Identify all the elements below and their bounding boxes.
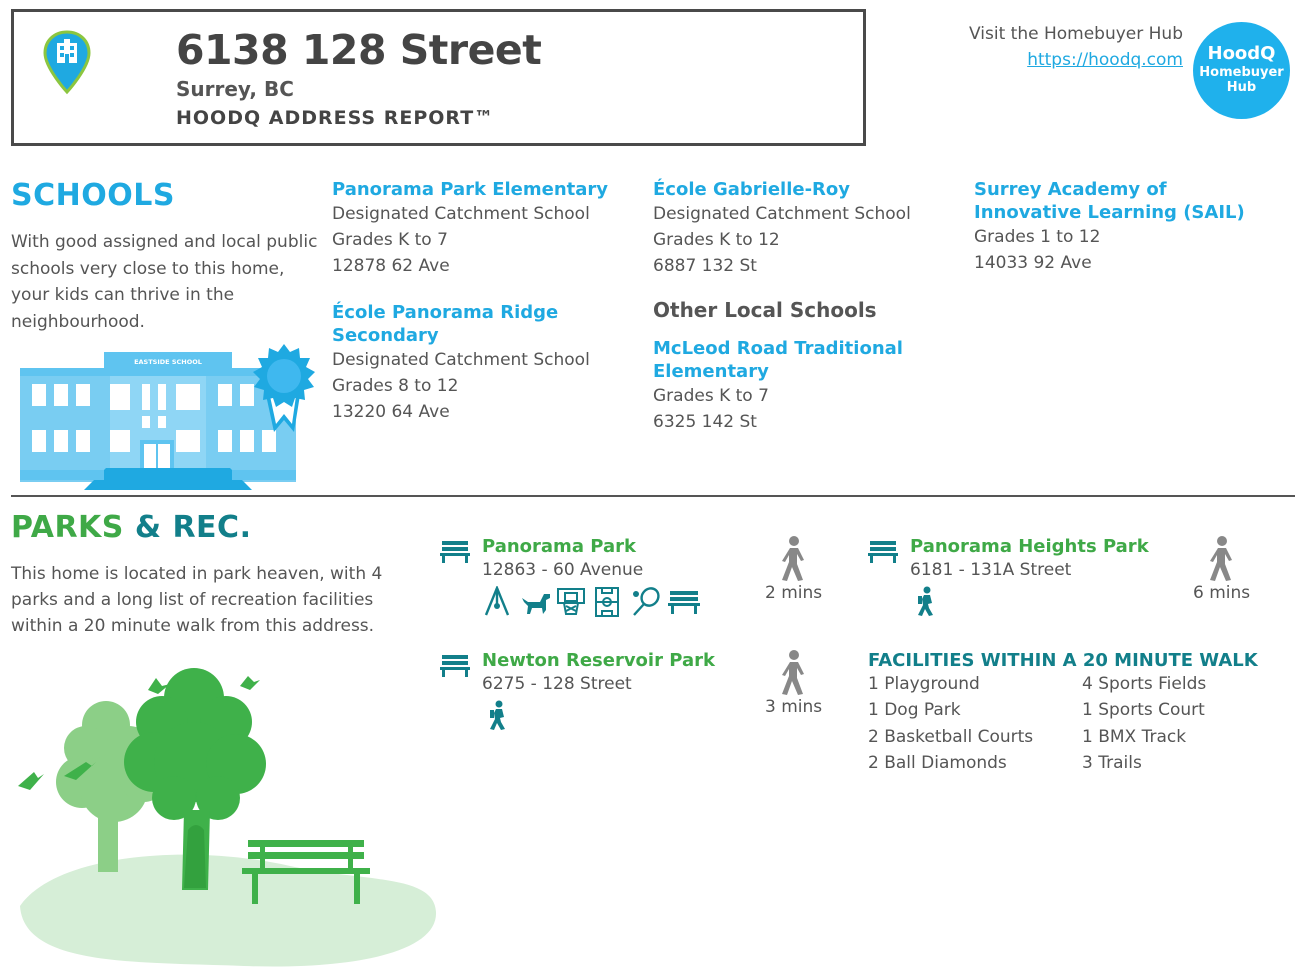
school-address: 6325 142 St	[653, 412, 757, 432]
other-schools-title: Other Local Schools	[653, 298, 877, 322]
parks-title-amp: & REC.	[123, 510, 252, 545]
hub-badge-line2: Homebuyer	[1199, 65, 1284, 80]
park-address: 12863 - 60 Avenue	[482, 560, 644, 580]
school-address: 14033 92 Ave	[974, 253, 1092, 273]
hub-visit-text: Visit the Homebuyer Hub	[969, 24, 1183, 44]
school-name[interactable]: École Gabrielle-Roy	[653, 179, 851, 200]
hub-badge-line3: Hub	[1226, 80, 1257, 95]
walking-icon	[1204, 536, 1238, 582]
school-name[interactable]: McLeod Road Traditional Elementary	[653, 338, 903, 382]
facility-item: 1 BMX Track	[1082, 726, 1187, 747]
school-address: 6887 132 St	[653, 256, 757, 276]
report-label: HOODQ ADDRESS REPORT™	[176, 107, 495, 129]
bench-icon	[668, 589, 700, 615]
bench-icon	[440, 539, 470, 563]
school-type: Designated Catchment School	[332, 350, 590, 370]
walking-icon	[776, 536, 810, 582]
basketball-icon	[556, 587, 586, 617]
facility-item: 2 Basketball Courts	[868, 726, 1034, 747]
facility-item: 1 Playground	[868, 674, 980, 694]
schools-title: SCHOOLS	[11, 178, 175, 213]
parks-title	[11, 510, 251, 545]
bird-icon	[240, 676, 260, 690]
address-title: 6138 128 Street	[176, 26, 542, 74]
facility-item: 1 Sports Court	[1082, 700, 1205, 721]
parks-blurb: This home is located in park heaven, with 4 parks and a long list of recreation facilities within a 20 minute walk from this address.	[11, 564, 383, 636]
school-grades: Grades 1 to 12	[974, 227, 1101, 247]
walk-time: 6 mins	[1193, 583, 1251, 603]
school-grades: Grades 8 to 12	[332, 376, 459, 396]
school-card-4	[332, 301, 612, 425]
walk-time: 3 mins	[765, 697, 823, 717]
park-illustration	[14, 660, 439, 972]
hiking-trail-icon	[916, 586, 936, 616]
walk-time: 2 mins	[765, 583, 823, 603]
park-name[interactable]: Panorama Heights Park	[910, 536, 1149, 557]
bird-icon	[18, 772, 44, 790]
school-address: 12878 62 Ave	[332, 256, 450, 276]
school-grades: Grades K to 7	[332, 230, 448, 250]
facilities-right-list	[1082, 671, 1206, 776]
facility-item: 2 Ball Diamonds	[868, 752, 1007, 773]
walking-icon	[776, 650, 810, 696]
school-card-2	[653, 178, 953, 279]
address-city: Surrey, BC	[176, 77, 294, 101]
school-name[interactable]: Surrey Academy of Innovative Learning (SAIL)	[974, 179, 1245, 223]
bench-icon	[868, 539, 898, 563]
school-card-1	[332, 178, 632, 279]
section-divider	[11, 495, 1295, 497]
school-name[interactable]: Panorama Park Elementary	[332, 179, 609, 200]
school-type: Designated Catchment School	[332, 204, 590, 224]
facility-item: 4 Sports Fields	[1082, 674, 1207, 694]
bench-icon	[440, 653, 470, 677]
school-building-illustration	[18, 340, 320, 490]
sports-field-icon	[594, 586, 620, 618]
school-type: Designated Catchment School	[653, 204, 911, 224]
building-sign-text: EASTSIDE SCHOOL	[134, 358, 202, 366]
home-pin-icon	[42, 30, 92, 96]
park-name[interactable]: Panorama Park	[482, 536, 636, 557]
facility-item: 1 Dog Park	[868, 700, 961, 721]
school-grades: Grades K to 7	[653, 386, 769, 406]
school-card-3	[974, 178, 1274, 276]
other-school-card-1	[653, 337, 933, 435]
facilities-title: FACILITIES WITHIN A 20 MINUTE WALK	[868, 650, 1258, 671]
school-name[interactable]: École Panorama Ridge Secondary	[332, 302, 559, 346]
schools-blurb: With good assigned and local public schools very close to this home, your kids can thrive in the neighbourhood.	[11, 232, 318, 332]
park-address: 6181 - 131A Street	[910, 560, 1072, 580]
parks-title-word: PARKS	[11, 510, 124, 545]
hiking-trail-icon	[488, 700, 508, 730]
school-address: 13220 64 Ave	[332, 402, 450, 422]
park-facility-icons	[484, 586, 704, 618]
dog-park-icon	[520, 588, 552, 616]
hub-badge[interactable]	[1193, 22, 1290, 119]
facilities-left-list	[868, 671, 1033, 776]
facility-item: 3 Trails	[1082, 752, 1142, 773]
tennis-icon	[630, 586, 662, 618]
playground-icon	[484, 586, 512, 616]
school-grades: Grades K to 12	[653, 230, 780, 250]
hub-badge-line1: HoodQ	[1207, 43, 1276, 64]
park-name[interactable]: Newton Reservoir Park	[482, 650, 715, 671]
park-address: 6275 - 128 Street	[482, 674, 632, 694]
hub-link[interactable]: https://hoodq.com	[1027, 50, 1183, 70]
